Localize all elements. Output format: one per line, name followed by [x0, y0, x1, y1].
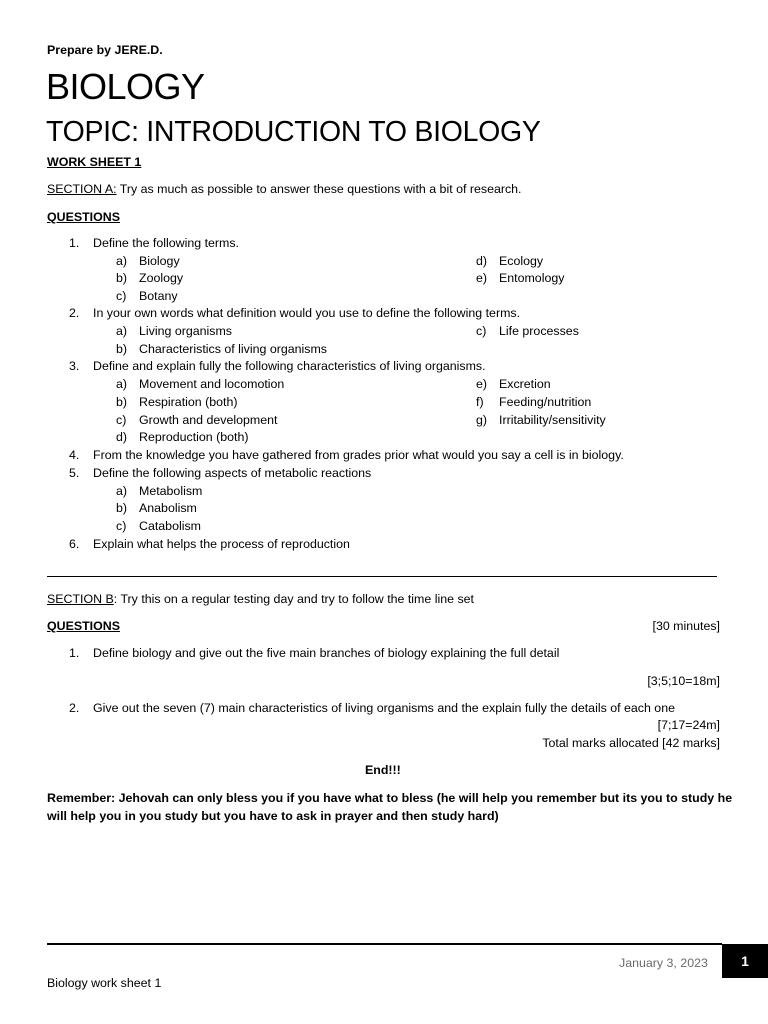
remember-line-1: Remember: Jehovah can only bless you if you have what to bless (he will help you remember but its you to study he: [47, 791, 733, 805]
remember-line-2: will help you in you study but you have to ask in prayer and then study hard): [47, 809, 499, 823]
option-text: Zoology: [139, 271, 184, 285]
option-text: Growth and development: [139, 413, 278, 427]
footer-rule: [47, 943, 722, 945]
option-label: b): [116, 342, 128, 356]
option-label: c): [116, 413, 127, 427]
question-number: 4.: [69, 448, 80, 462]
option-text: Anabolism: [139, 501, 197, 515]
option-text: Biology: [139, 254, 180, 268]
section-a-text: Try as much as possible to answer these questions with a bit of research.: [116, 182, 522, 196]
option-label: a): [116, 324, 128, 338]
option-label: g): [476, 413, 488, 427]
question-number: 1.: [69, 646, 80, 660]
question-text: Define and explain fully the following characteristics of living organisms.: [93, 359, 486, 373]
option-label: b): [116, 395, 128, 409]
footer-date: January 3, 2023: [619, 956, 708, 970]
question-number: 1.: [69, 236, 80, 250]
option-text: Movement and locomotion: [139, 377, 285, 391]
option-text: Living organisms: [139, 324, 232, 338]
option-label: b): [116, 501, 128, 515]
page-number: 1: [722, 944, 768, 978]
end-text: End!!!: [365, 763, 401, 777]
total-marks: Total marks allocated [42 marks]: [542, 736, 720, 750]
option-text: Respiration (both): [139, 395, 238, 409]
option-label: a): [116, 484, 128, 498]
worksheet-label: WORK SHEET 1: [47, 155, 142, 169]
question-text: Explain what helps the process of reproduction: [93, 537, 350, 551]
option-text: Excretion: [499, 377, 551, 391]
option-text: Life processes: [499, 324, 579, 338]
section-a-questions-label: QUESTIONS: [47, 210, 120, 224]
option-label: d): [476, 254, 488, 268]
section-b-heading: SECTION B: [47, 592, 114, 606]
option-label: e): [476, 271, 488, 285]
option-label: d): [116, 430, 128, 444]
question-number: 2.: [69, 701, 80, 715]
question-text: Define the following terms.: [93, 236, 240, 250]
option-text: Characteristics of living organisms: [139, 342, 327, 356]
option-text: Catabolism: [139, 519, 201, 533]
option-label: a): [116, 377, 128, 391]
section-b-questions-label: QUESTIONS: [47, 619, 120, 633]
section-a-instruction: [47, 182, 522, 196]
option-text: Ecology: [499, 254, 544, 268]
question-number: 2.: [69, 306, 80, 320]
option-text: Entomology: [499, 271, 565, 285]
footer-doc-title: Biology work sheet 1: [47, 976, 162, 990]
option-label: a): [116, 254, 128, 268]
section-divider: [47, 576, 717, 577]
question-number: 5.: [69, 466, 80, 480]
question-text: Define biology and give out the five main branches of biology explaining the full detail: [93, 646, 560, 660]
option-text: Reproduction (both): [139, 430, 249, 444]
option-label: b): [116, 271, 128, 285]
question-text: In your own words what definition would you use to define the following terms.: [93, 306, 521, 320]
option-label: c): [116, 289, 127, 303]
topic-title: TOPIC: INTRODUCTION TO BIOLOGY: [46, 116, 541, 148]
question-marks: [3;5;10=18m]: [647, 674, 720, 688]
section-b-instruction: [47, 592, 474, 606]
question-marks: [7;17=24m]: [657, 718, 720, 732]
question-text: Give out the seven (7) main characteristics of living organisms and the explain fully the details of each one: [93, 701, 675, 715]
option-text: Irritability/sensitivity: [499, 413, 606, 427]
section-b-text: : Try this on a regular testing day and try to follow the time line set: [113, 592, 474, 606]
prepared-by: Prepare by JERE.D.: [47, 43, 163, 57]
option-label: f): [476, 395, 484, 409]
question-text: From the knowledge you have gathered from grades prior what would you say a cell is in biology.: [93, 448, 624, 462]
time-allocation: [30 minutes]: [652, 619, 720, 633]
option-label: c): [476, 324, 487, 338]
option-label: c): [116, 519, 127, 533]
option-text: Feeding/nutrition: [499, 395, 592, 409]
section-a-heading: SECTION A:: [47, 182, 117, 196]
question-number: 3.: [69, 359, 80, 373]
subject-title: BIOLOGY: [46, 66, 205, 107]
option-label: e): [476, 377, 488, 391]
question-text: Define the following aspects of metabolic reactions: [93, 466, 372, 480]
option-text: Botany: [139, 289, 178, 303]
question-number: 6.: [69, 537, 80, 551]
option-text: Metabolism: [139, 484, 203, 498]
